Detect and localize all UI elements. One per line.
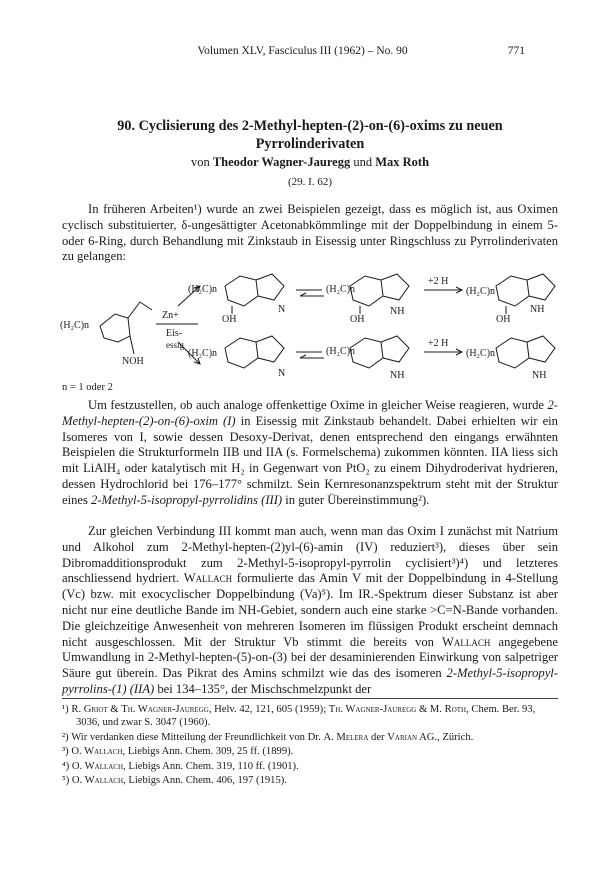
scheme-ring-label-start: (H₂C)n [60,320,90,331]
scheme-n-label-1: N [278,304,286,315]
scheme-noh-label: NOH [122,356,144,367]
footnote-2: ²) Wir verdanken diese Mitteilung der Freundlichkeit von Dr. A. Melera der Varian AG., Zürich. [62,731,474,743]
scheme-oh-label-1: OH [222,314,237,325]
scheme-oh-label-3: OH [496,314,511,325]
paragraph-2: Um festzustellen, ob auch analoge offenkettige Oxime in gleicher Weise reagieren, wurde 2-Methyl-hepten-(2)-on-(6)-oxim (I) in Eisessig mit Zinkstaub behandelt. Dabei erhielten wir ein Isomeres von I, sowie dessen Desoxy-Derivat, denen entsprechend den eingangs erwähnten Beispielen die Strukturformeln IIB und IIA (s. Formelschema) zukommen könnten. IIA liess sich mit LiAlH₄ oder katalytisch mit H₂ in Gegenwart von PtO₂ zu einem Dihydroderivat hydrieren, dessen Hydrochlorid bei 176–177° schmilzt. Sein Kernresonanzspektrum steht mit der Struktur eines 2-Methyl-5-isopropyl-pyrrolidins (III) in guter Übereinstimmung²). [62,398,558,507]
scheme-nh-label-2: NH [530,304,545,315]
scheme-plus2h-label-2: +2 H [428,338,449,349]
title-line-2: Pyrrolinderivaten [255,136,365,152]
scheme-ring-label-5: (H₂C)n [326,346,356,357]
footnote-1: ¹) R. Griot & Th. Wagner-Jauregg, Helv. 42, 121, 605 (1959); Th. Wagner-Jauregg & M. Roth, Chem. Ber. 93, 3036, und zwar S. 3047 (1960). [62,704,536,729]
footnote-5: ⁵) O. Wallach, Liebigs Ann. Chem. 406, 197 (1915). [62,775,287,787]
received-date: (29. I. 62) [288,176,332,188]
author-1: Theodor Wagner-Jauregg [212,155,351,169]
scheme-nh-label-3: NH [390,370,405,381]
paragraph-3: Zur gleichen Verbindung III kommt man auch, wenn man das Oxim I zunächst mit Natrium und Alkohol zum 2-Methyl-hepten-(2)yl-(6)-amin (IV) reduziert³), dieses über sein Dibromadditionsprodukt zum 2-Methyl-5-isopropyl-pyrrolin cyclisiert³)⁴) und letzteres anschliessend hydriert. Wallach formulierte das Amin V mit der Doppelbindung in 4-Stellung (Vc) bzw. mit exocyclischer Doppelbindung (Va)⁵). Im IR.-Spektrum dieser Substanz ist aber nicht nur eine deutliche Bande im NH-Gebiet, sondern auch eine starke >C=N-Bande vorhanden. Die gleichzeitige Anwesenheit von mehreren Isomeren im flüssigen Produkt erscheint demnach nicht ausgeschlossen. Mit der Struktur Vb stimmt die bereits von Wallach angegebene Umwandlung in 2-Methyl-hepten-(5)-on-(3) bei der desaminierenden Einwirkung von salpetriger Säure gut überein. Das Pikrat des Amins schmilzt wie das des isomeren 2-Methyl-5-isopropyl-pyrrolins-(1) (IIA) bei 134–135°, der Mischschmelzpunkt der [62,524,558,696]
author-line: von Theodor Wagner-Jauregg und Max Roth [190,155,430,169]
journal-info: Volumen XLV, Fasciculus III (1962) – No. 90 [197,45,408,57]
page-number: 771 [507,45,525,57]
running-header [80,45,525,61]
footnotes [62,698,558,788]
scheme-ring-label-2: (H₂C)n [326,284,356,295]
scheme-ring-label-1: (H₂C)n [188,284,218,295]
scheme-nh-label-4: NH [532,370,547,381]
scheme-ring-label-4: (H₂C)n [188,348,218,359]
footnote-3: ³) O. Wallach, Liebigs Ann. Chem. 309, 25 ff. (1899). [62,746,294,758]
scheme-plus2h-label-1: +2 H [428,276,449,287]
reaction-scheme [60,266,560,384]
scheme-n-note: n = 1 oder 2 [62,382,113,393]
scheme-zn-label: Zn+ [162,310,179,321]
scheme-nh-label-1: NH [390,306,405,317]
scheme-ring-label-6: (H₂C)n [466,348,496,359]
article-title [62,117,558,153]
scheme-ring-label-3: (H₂C)n [466,286,496,297]
scheme-essig-label: essig [166,340,184,350]
title-line-1: 90. Cyclisierung des 2-Methyl-hepten-(2)-on-(6)-oxims zu neuen [117,118,503,134]
scheme-eis-label: Eis- [166,328,183,339]
scheme-n-label-2: N [278,368,286,379]
author-2: Max Roth [375,155,430,169]
footnote-4: ⁴) O. Wallach, Liebigs Ann. Chem. 319, 110 ff. (1901). [62,760,299,772]
scheme-oh-label-2: OH [350,314,365,325]
paragraph-1: In früheren Arbeiten¹) wurde an zwei Beispielen gezeigt, dass es möglich ist, aus Oximen cyclisch substituierter, δ-ungesättigter Acetonabkömmlinge mit der Doppelbindung in einem 5- oder 6-Ring, durch Behandlung mit Zinkstaub in Eisessig unter Ringschluss zu Pyrrolinderivaten zu gelangen: [62,202,558,264]
